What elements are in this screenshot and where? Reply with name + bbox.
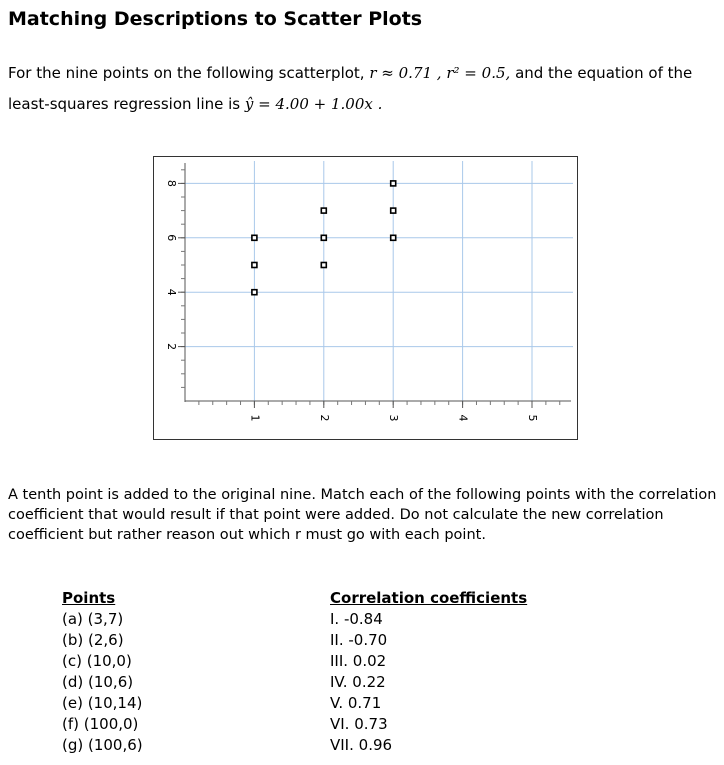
data-point [391,181,396,186]
data-point [252,290,257,295]
r-statistic: r ≈ 0.71 , [369,64,442,82]
data-point [321,235,326,240]
coefficients-list [330,588,527,756]
page-title: Matching Descriptions to Scatter Plots [8,8,423,30]
coefficient-item: IV. 0.22 [330,673,386,691]
scatterplot [153,156,578,440]
coefficient-item: V. 0.71 [330,694,382,712]
data-point [391,235,396,240]
coefficients-header: Correlation coefficients [330,589,528,607]
point-item: (b) (2,6) [62,631,124,649]
coefficient-item: VI. 0.73 [330,715,388,733]
instructions-paragraph: A tenth point is added to the original nine. Match each of the following points with the correlation coefficient that would result if that point were added. Do not calculate the new correlation coefficient but rather reason out which r must go with each point. [8,487,717,543]
coefficient-item: III. 0.02 [330,652,387,670]
point-item: (e) (10,14) [62,694,143,712]
data-point [321,208,326,213]
y-tick-label: 2 [165,343,178,351]
r-squared-statistic: r² = 0.5, [446,64,511,82]
y-tick-label: 4 [165,288,178,296]
x-tick-label: 4 [456,414,470,422]
data-point [252,263,257,268]
x-tick-label: 5 [526,414,539,422]
coefficient-item: II. -0.70 [330,631,388,649]
x-tick-label: 3 [387,414,401,422]
intro-part1: For the nine points on the following scatterplot, [8,64,365,82]
x-tick-label: 2 [317,414,331,422]
points-header: Points [62,589,116,607]
coefficient-item: VII. 0.96 [330,736,393,754]
point-item: (c) (10,0) [62,652,132,670]
intro-text [8,58,720,120]
point-item: (g) (100,6) [62,736,143,754]
point-item: (a) (3,7) [62,610,124,628]
regression-equation: ŷ = 4.00 + 1.00x . [244,95,383,113]
x-tick-label: 1 [248,414,262,422]
point-item: (d) (10,6) [62,673,134,691]
data-point [391,208,396,213]
scatterplot-svg [154,157,577,439]
points-list [62,588,143,756]
data-point [252,235,257,240]
intro-part2: and the equation of the least-squares regression line is [8,64,693,113]
y-tick-label: 6 [165,234,178,242]
coefficient-item: I. -0.84 [330,610,383,628]
point-item: (f) (100,0) [62,715,139,733]
data-point [321,263,326,268]
y-tick-label: 8 [165,179,178,187]
